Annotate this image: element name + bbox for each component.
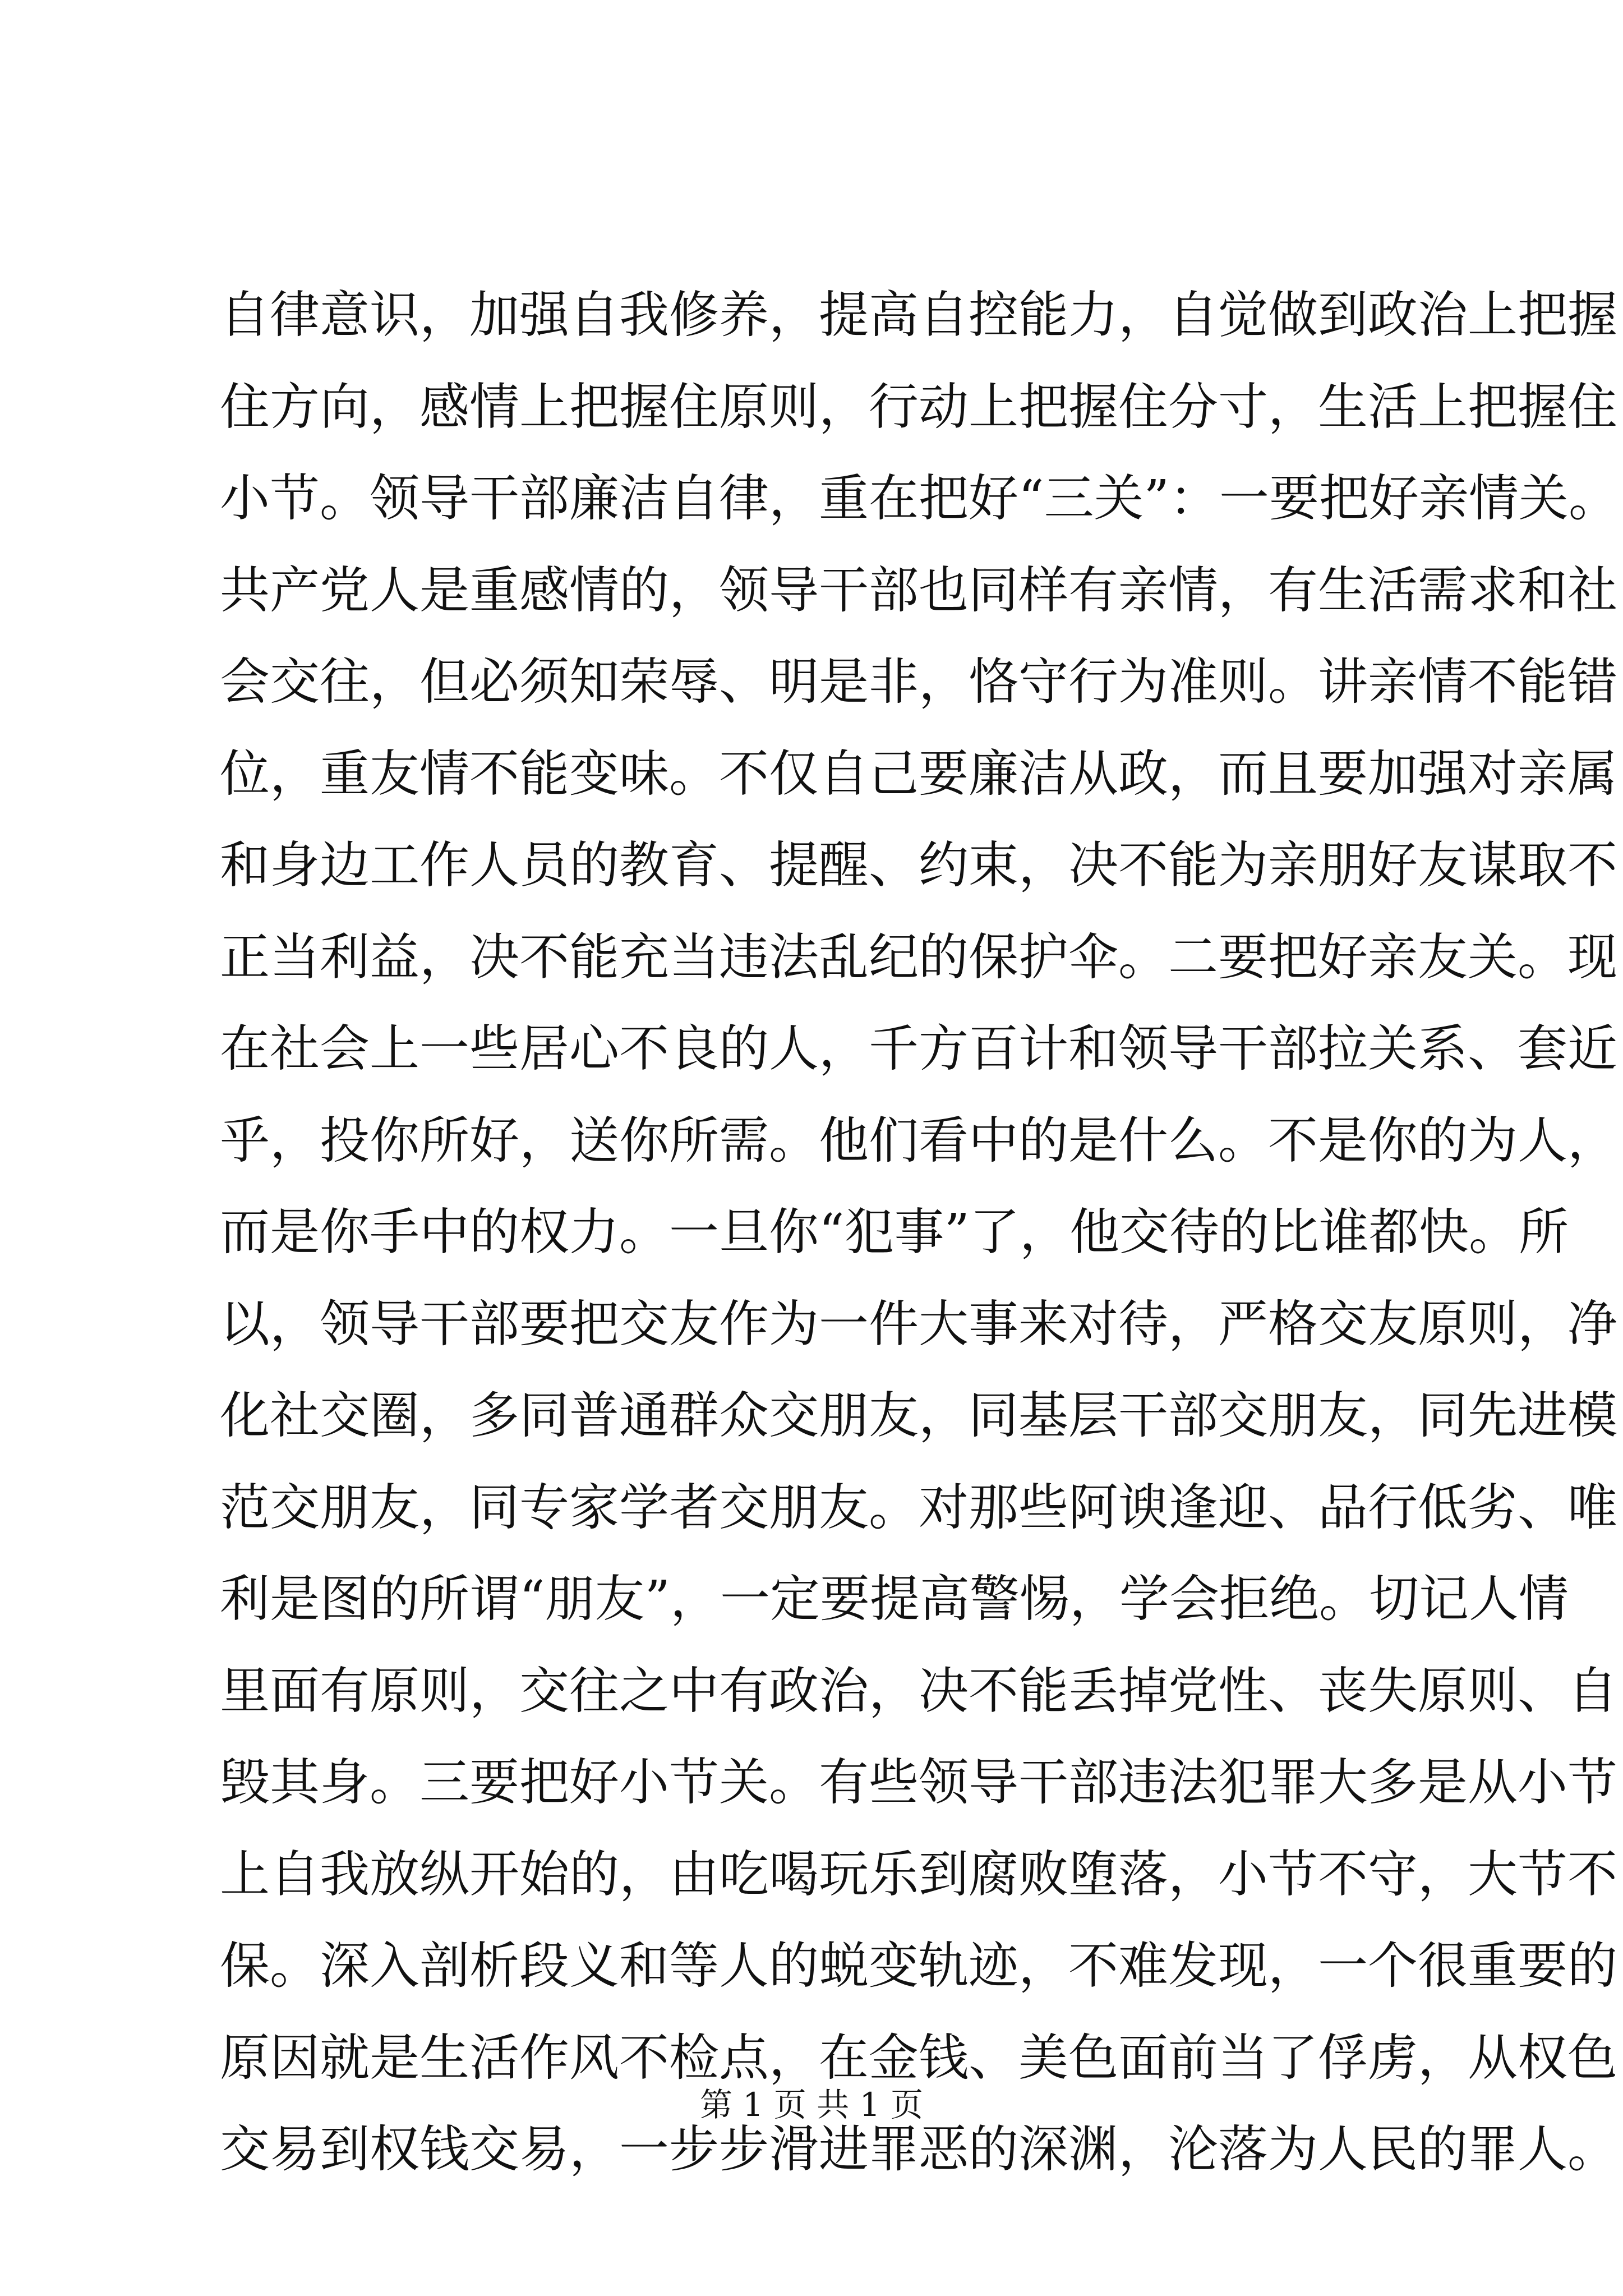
text-line-18: 上自我放纵开始的，由吃喝玩乐到腐败堕落，小节不守，大节不 <box>220 1844 1617 1903</box>
text-line-2: 住方向，感情上把握住原则，行动上把握住分寸，生活上把握住 <box>220 377 1617 436</box>
page-number-footer: 第 1 页 共 1 页 <box>700 2086 923 2124</box>
text-line-5: 会交往，但必须知荣辱、明是非，恪守行为准则。讲亲情不能错 <box>220 652 1617 711</box>
text-line-14: 范交朋友，同专家学者交朋友。对那些阿谀逢迎、品行低劣、唯 <box>220 1478 1617 1536</box>
text-line-4: 共产党人是重感情的，领导干部也同样有亲情，有生活需求和社 <box>220 560 1617 619</box>
text-line-1: 自律意识，加强自我修养，提高自控能力，自觉做到政治上把握 <box>220 286 1617 344</box>
text-line-17: 毁其身。三要把好小节关。有些领导干部违法犯罪大多是从小节 <box>220 1753 1617 1811</box>
text-line-7: 和身边工作人员的教育、提醒、约束，决不能为亲朋好友谋取不 <box>220 836 1617 894</box>
text-line-12: 以，领导干部要把交友作为一件大事来对待，严格交友原则，净 <box>220 1294 1617 1353</box>
text-line-6: 位，重友情不能变味。不仅自己要廉洁从政，而且要加强对亲属 <box>220 744 1617 803</box>
text-line-20: 原因就是生活作风不检点，在金钱、美色面前当了俘虏，从权色 <box>220 2028 1617 2087</box>
text-line-15: 利是图的所谓“朋友”，一定要提高警惕，学会拒绝。切记人情 <box>220 1570 1569 1628</box>
text-line-8: 正当利益，决不能充当违法乱纪的保护伞。二要把好亲友关。现 <box>220 927 1617 986</box>
body-paragraph <box>220 269 1619 2196</box>
text-line-9: 在社会上一些居心不良的人，千方百计和领导干部拉关系、套近 <box>220 1019 1617 1078</box>
text-line-11: 而是你手中的权力。一旦你“犯事”了，他交待的比谁都快。所 <box>220 1203 1569 1261</box>
text-line-13: 化社交圈，多同普通群众交朋友，同基层干部交朋友，同先进模 <box>220 1386 1617 1444</box>
text-line-10: 乎，投你所好，送你所需。他们看中的是什么。不是你的为人， <box>220 1111 1617 1170</box>
text-line-21: 交易到权钱交易，一步步滑进罪恶的深渊，沦落为人民的罪人。 <box>220 2120 1617 2178</box>
text-line-3: 小节。领导干部廉洁自律，重在把好“三关”：一要把好亲情关。 <box>220 469 1619 527</box>
text-line-19: 保。深入剖析段义和等人的蜕变轨迹，不难发现，一个很重要的 <box>220 1936 1617 1995</box>
text-line-16: 里面有原则，交往之中有政治，决不能丢掉党性、丧失原则、自 <box>220 1661 1617 1720</box>
